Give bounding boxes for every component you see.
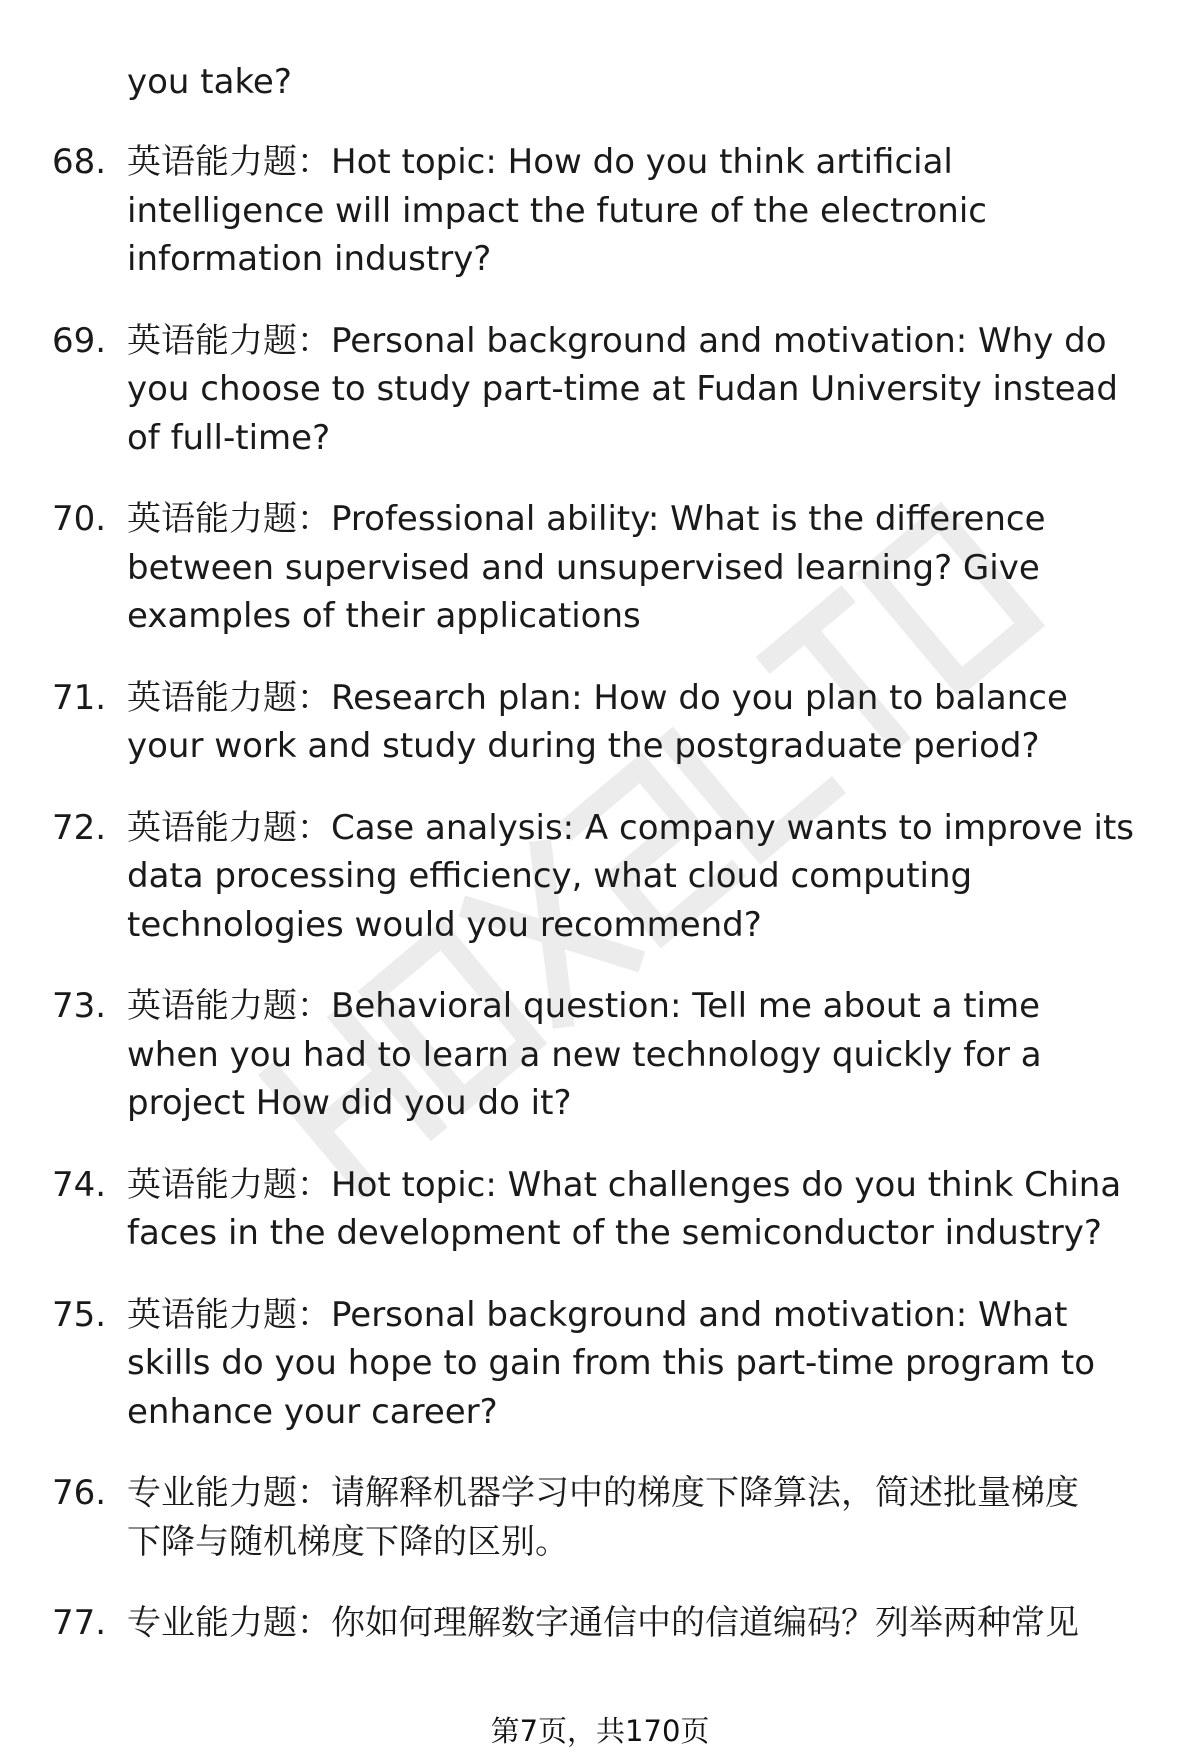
- question-number: 73.: [52, 986, 107, 1026]
- question-line: 英语能力题：Behavioral question: Tell me about a time: [127, 986, 1041, 1026]
- question-line: of full-time?: [127, 417, 331, 458]
- question-line: 英语能力题：Hot topic: What challenges do you think China: [127, 1164, 1122, 1205]
- question-text: [127, 982, 1162, 1128]
- question-item: [52, 1291, 1162, 1437]
- question-line: 英语能力题：Research plan: How do you plan to balance: [127, 677, 1068, 718]
- question-text: [127, 1469, 1162, 1566]
- question-number: 75.: [52, 1294, 107, 1335]
- question-number: 74.: [52, 1164, 107, 1205]
- question-number: 72.: [52, 807, 107, 848]
- question-line: 下降与随机梯度下降的区别。: [127, 1521, 569, 1562]
- question-item: [52, 1161, 1162, 1258]
- question-line: 专业能力题：请解释机器学习中的梯度下降算法，简述批量梯度: [127, 1473, 1079, 1513]
- question-line: 英语能力题：Personal background and motivation: Why do: [127, 320, 1107, 361]
- question-list: [52, 58, 1162, 1681]
- question-text: [127, 674, 1162, 771]
- question-number: 68.: [52, 142, 107, 182]
- question-line: 英语能力题：Hot topic: How do you think artificial: [127, 142, 953, 182]
- question-item: [52, 138, 1162, 284]
- question-text: [127, 1291, 1162, 1437]
- question-text: [127, 317, 1162, 463]
- page-footer: 第7页，共170页: [490, 1714, 710, 1748]
- question-item: [52, 982, 1162, 1128]
- question-line: project How did you do it?: [127, 1083, 572, 1123]
- question-line: information industry?: [127, 239, 492, 279]
- question-line: intelligence will impact the future of the electronic: [127, 190, 987, 231]
- question-line: when you had to learn a new technology quickly for a: [127, 1034, 1042, 1075]
- question-line: enhance your career?: [127, 1391, 498, 1432]
- question-number: 71.: [52, 677, 107, 718]
- question-line: 专业能力题：你如何理解数字通信中的信道编码？列举两种常见: [127, 1603, 1079, 1643]
- question-text: [127, 1599, 1162, 1648]
- question-item: [52, 495, 1162, 641]
- question-line: between supervised and unsupervised learning? Give: [127, 547, 1040, 588]
- question-line: faces in the development of the semiconductor industry?: [127, 1213, 1102, 1253]
- question-line: data processing efficiency, what cloud computing: [127, 856, 973, 896]
- question-item: [52, 804, 1162, 950]
- question-item: [52, 1599, 1162, 1648]
- question-line: skills do you hope to gain from this part-time program to: [127, 1343, 1096, 1383]
- question-item: [52, 1469, 1162, 1566]
- question-item: [52, 317, 1162, 463]
- question-number: 76.: [52, 1473, 107, 1513]
- question-line: 英语能力题：Professional ability: What is the difference: [127, 499, 1046, 539]
- question-line: technologies would you recommend?: [127, 904, 762, 945]
- question-line: your work and study during the postgraduate period?: [127, 726, 1040, 766]
- question-item: [52, 674, 1162, 771]
- question-text: [127, 1161, 1162, 1258]
- continued-text: you take?: [127, 62, 292, 102]
- question-line: 英语能力题：Case analysis: A company wants to improve its: [127, 807, 1135, 848]
- question-text: [127, 804, 1162, 950]
- question-text: [127, 138, 1162, 284]
- question-number: 69.: [52, 320, 107, 361]
- question-line: 英语能力题：Personal background and motivation: What: [127, 1294, 1068, 1335]
- question-line: examples of their applications: [127, 596, 641, 636]
- question-line: you choose to study part-time at Fudan University instead: [127, 369, 1118, 409]
- question-number: 77.: [52, 1603, 107, 1643]
- question-text: [127, 495, 1162, 641]
- question-number: 70.: [52, 499, 107, 539]
